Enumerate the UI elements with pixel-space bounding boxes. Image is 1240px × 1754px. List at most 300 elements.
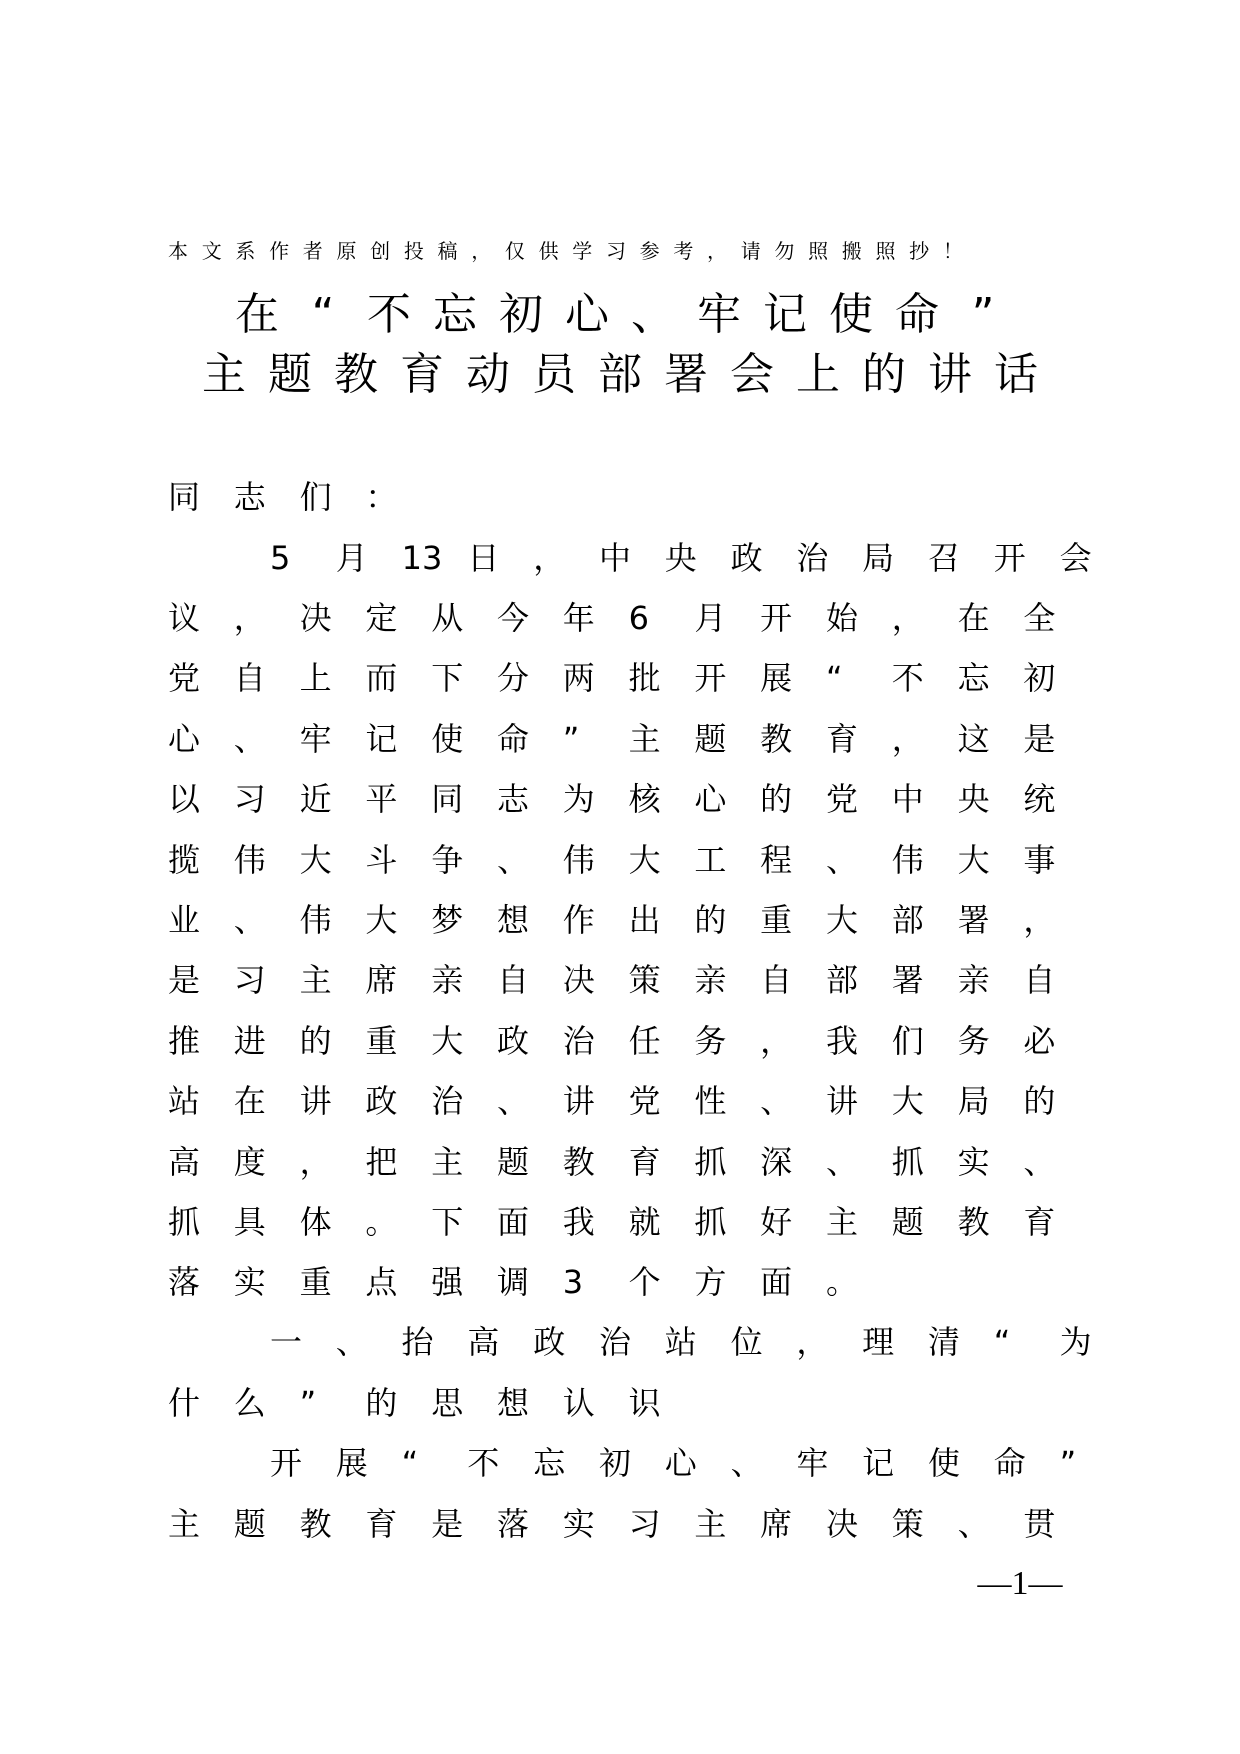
body-line	[168, 777, 1089, 821]
body-line	[168, 536, 1125, 580]
character: 的	[760, 780, 793, 818]
character: 。	[365, 1203, 398, 1241]
character: 党	[168, 659, 201, 697]
character: 请	[740, 239, 761, 263]
character: 心	[664, 1444, 697, 1482]
character: 政	[365, 1082, 398, 1120]
character: 就	[628, 1203, 661, 1241]
character: 程	[760, 841, 793, 879]
character: 题	[496, 1143, 529, 1181]
character: 们	[891, 1022, 924, 1060]
character: 梦	[431, 901, 464, 939]
character: 开	[270, 1444, 303, 1482]
character: 初	[598, 1444, 631, 1482]
character: 署	[957, 901, 990, 939]
character: “	[311, 289, 335, 340]
character: 育	[400, 349, 444, 400]
character: 决	[562, 961, 595, 999]
character: ，	[471, 239, 492, 263]
character: 题	[694, 720, 727, 758]
character: 平	[365, 780, 398, 818]
character: 教	[562, 1143, 595, 1181]
character: 教	[299, 1505, 332, 1543]
character: 决	[299, 599, 332, 637]
character: 牢	[299, 720, 332, 758]
character: 下	[431, 659, 464, 697]
character: 个	[628, 1263, 661, 1301]
character: 考	[673, 239, 694, 263]
character: 统	[1023, 780, 1056, 818]
character: ，	[707, 239, 727, 263]
character: ！	[942, 239, 963, 263]
character: 同	[168, 478, 201, 516]
character: 学	[572, 239, 593, 263]
character: 记	[763, 289, 807, 340]
character: 大	[825, 901, 858, 939]
character: 么	[233, 1384, 266, 1422]
character: 位	[730, 1323, 763, 1361]
character: 深	[760, 1143, 793, 1181]
character: 决	[825, 1505, 858, 1543]
character: 识	[628, 1384, 661, 1422]
body-line	[168, 1079, 1089, 1123]
character: 推	[168, 1022, 201, 1060]
character: 重	[365, 1022, 398, 1060]
character: 落	[496, 1505, 529, 1543]
character: 初	[499, 289, 543, 340]
character: 勿	[774, 239, 795, 263]
character: 育	[825, 720, 858, 758]
character: 题	[891, 1203, 924, 1241]
character: 亲	[957, 961, 990, 999]
character: 中	[891, 780, 924, 818]
character: 分	[496, 659, 529, 697]
character: 们	[299, 478, 332, 516]
character: 下	[431, 1203, 464, 1241]
character: 度	[233, 1143, 266, 1181]
body-line	[168, 1260, 892, 1304]
body-line	[168, 717, 1089, 761]
character: 月	[694, 599, 727, 637]
character: 自	[233, 659, 266, 697]
character: 党	[628, 1082, 661, 1120]
character: 命	[895, 289, 939, 340]
character: 、	[233, 901, 266, 939]
character: 员	[532, 349, 576, 400]
character: ，	[1023, 901, 1056, 939]
character: 一	[270, 1323, 303, 1361]
character: 抄	[909, 239, 930, 263]
character: 落	[168, 1263, 201, 1301]
character: 讲	[928, 349, 972, 400]
character: 、	[825, 841, 858, 879]
character: 牢	[697, 289, 741, 340]
character: 抓	[891, 1143, 924, 1181]
character: 亲	[694, 961, 727, 999]
character: 署	[891, 961, 924, 999]
character: 的	[862, 349, 906, 400]
character: 抬	[401, 1323, 434, 1361]
character: 志	[233, 478, 266, 516]
character: 文	[201, 239, 222, 263]
character: 事	[1023, 841, 1056, 879]
body-line	[168, 1140, 1089, 1184]
character: 中	[598, 539, 631, 577]
character: 的	[694, 901, 727, 939]
character: 揽	[168, 841, 201, 879]
character: 、	[631, 289, 675, 340]
character: 的	[299, 1022, 332, 1060]
copyright-notice	[168, 238, 977, 264]
character: 自	[760, 961, 793, 999]
character: ，	[533, 539, 566, 577]
character: 伟	[233, 841, 266, 879]
character: 争	[431, 841, 464, 879]
character: 重	[760, 901, 793, 939]
character: 站	[168, 1082, 201, 1120]
character: “	[825, 659, 843, 697]
character: 想	[496, 1384, 529, 1422]
character: 主	[168, 1505, 201, 1543]
character: 站	[664, 1323, 697, 1361]
character: 、	[496, 841, 529, 879]
character: 动	[466, 349, 510, 400]
character: 治	[796, 539, 829, 577]
character: “	[401, 1444, 419, 1482]
character: 实	[562, 1505, 595, 1543]
character: 思	[431, 1384, 464, 1422]
character: 局	[862, 539, 895, 577]
character: 在	[233, 1082, 266, 1120]
character: 点	[365, 1263, 398, 1301]
character: 5	[270, 539, 291, 577]
character: 斗	[365, 841, 398, 879]
character: 展	[335, 1444, 368, 1482]
character: 主	[202, 349, 246, 400]
character: 教	[334, 349, 378, 400]
character: 政	[533, 1323, 566, 1361]
character: 强	[431, 1263, 464, 1301]
character: 题	[268, 349, 312, 400]
character: 认	[562, 1384, 595, 1422]
body-line	[168, 596, 1089, 640]
character: 心	[168, 720, 201, 758]
character: 展	[760, 659, 793, 697]
character: 署	[664, 349, 708, 400]
character: 心	[694, 780, 727, 818]
character: 出	[628, 901, 661, 939]
character: 必	[1023, 1022, 1056, 1060]
character: 照	[875, 239, 896, 263]
character: 业	[168, 901, 201, 939]
character: 记	[862, 1444, 895, 1482]
character: 、	[825, 1143, 858, 1181]
character: ”	[299, 1384, 317, 1422]
character: 调	[496, 1263, 529, 1301]
character: 讲	[562, 1082, 595, 1120]
character: 使	[927, 1444, 960, 1482]
character: 不	[467, 1444, 500, 1482]
character: 者	[302, 239, 323, 263]
character: 高	[467, 1323, 500, 1361]
character: ，	[796, 1323, 829, 1361]
character: 大	[628, 841, 661, 879]
character: 讲	[825, 1082, 858, 1120]
character: 教	[760, 720, 793, 758]
body-line	[168, 656, 1089, 700]
page-number: —1—	[977, 1565, 1063, 1602]
character: 在	[957, 599, 990, 637]
character: 志	[496, 780, 529, 818]
character: 、	[957, 1505, 990, 1543]
character: 部	[891, 901, 924, 939]
character: ，	[233, 599, 266, 637]
character: ”	[562, 720, 580, 758]
character: ，	[299, 1143, 332, 1181]
character: 政	[730, 539, 763, 577]
character: 系	[235, 239, 256, 263]
character: 习	[605, 239, 626, 263]
body-line	[168, 958, 1089, 1002]
character: 命	[496, 720, 529, 758]
body-line	[168, 838, 1089, 882]
character: 这	[957, 720, 990, 758]
character: “	[993, 1323, 1011, 1361]
character: 实	[233, 1263, 266, 1301]
character: 始	[825, 599, 858, 637]
character: 讲	[299, 1082, 332, 1120]
character: 自	[496, 961, 529, 999]
character: 命	[993, 1444, 1026, 1482]
character: 会	[1059, 539, 1092, 577]
character: 召	[927, 539, 960, 577]
character: 仅	[504, 239, 525, 263]
body-line	[168, 475, 431, 519]
character: 务	[694, 1022, 727, 1060]
character: 具	[233, 1203, 266, 1241]
character: 为	[562, 780, 595, 818]
character: 性	[694, 1082, 727, 1120]
character: 大	[957, 841, 990, 879]
character: 近	[299, 780, 332, 818]
character: 牢	[796, 1444, 829, 1482]
character: 育	[1023, 1203, 1056, 1241]
character: ，	[760, 1022, 793, 1060]
character: 6	[628, 599, 649, 637]
character: 治	[562, 1022, 595, 1060]
character: 本	[168, 239, 188, 263]
character: 方	[694, 1263, 727, 1301]
character: 日	[467, 539, 500, 577]
character: 照	[808, 239, 829, 263]
character: 习	[628, 1505, 661, 1543]
character: 务	[957, 1022, 990, 1060]
character: 策	[891, 1505, 924, 1543]
character: 教	[957, 1203, 990, 1241]
character: 开	[694, 659, 727, 697]
character: 、	[335, 1323, 368, 1361]
character: 主	[825, 1203, 858, 1241]
character: 主	[299, 961, 332, 999]
character: 月	[335, 539, 368, 577]
character: 年	[562, 599, 595, 637]
body-line	[168, 1502, 1089, 1546]
character: 13	[401, 539, 443, 577]
character: 以	[168, 780, 201, 818]
character: 想	[496, 901, 529, 939]
body-line	[168, 1381, 694, 1425]
body-line	[168, 1320, 1125, 1364]
character: 大	[299, 841, 332, 879]
title-line-1	[0, 287, 1240, 343]
character: 忘	[957, 659, 990, 697]
character: 开	[993, 539, 1026, 577]
title-line-2	[0, 347, 1240, 403]
character: 治	[431, 1082, 464, 1120]
character: 抓	[694, 1203, 727, 1241]
character: 什	[168, 1384, 201, 1422]
character: 是	[431, 1505, 464, 1543]
character: 使	[431, 720, 464, 758]
character: 育	[628, 1143, 661, 1181]
character: 习	[233, 961, 266, 999]
character: 、	[1023, 1143, 1056, 1181]
character: 是	[1023, 720, 1056, 758]
character: 在	[235, 289, 279, 340]
character: 理	[862, 1323, 895, 1361]
body-line	[168, 1019, 1089, 1063]
character: 进	[233, 1022, 266, 1060]
character: 两	[562, 659, 595, 697]
character: 的	[365, 1384, 398, 1422]
character: 自	[1023, 961, 1056, 999]
character: 、	[730, 1444, 763, 1482]
character: 搬	[841, 239, 862, 263]
character: ”	[971, 289, 995, 340]
body-line	[168, 1200, 1089, 1244]
character: 批	[628, 659, 661, 697]
character: 亲	[431, 961, 464, 999]
character: 体	[299, 1203, 332, 1241]
character: 话	[994, 349, 1038, 400]
character: 投	[403, 239, 424, 263]
character: 全	[1023, 599, 1056, 637]
character: 开	[760, 599, 793, 637]
character: 作	[269, 239, 290, 263]
character: 好	[760, 1203, 793, 1241]
character: 治	[598, 1323, 631, 1361]
character: 局	[957, 1082, 990, 1120]
character: 大	[365, 901, 398, 939]
character: 、	[233, 720, 266, 758]
character: 主	[694, 1505, 727, 1543]
character: 供	[538, 239, 559, 263]
character: 央	[957, 780, 990, 818]
character: 部	[825, 961, 858, 999]
character: 任	[628, 1022, 661, 1060]
character: 我	[825, 1022, 858, 1060]
character: 使	[829, 289, 873, 340]
character: 初	[1023, 659, 1056, 697]
character: 面	[760, 1263, 793, 1301]
character: 原	[336, 239, 357, 263]
character: 议	[168, 599, 201, 637]
character: 伟	[562, 841, 595, 879]
character: 为	[1059, 1323, 1092, 1361]
character: 大	[891, 1082, 924, 1120]
character: 题	[233, 1505, 266, 1543]
character: 同	[431, 780, 464, 818]
character: 参	[639, 239, 660, 263]
character: 我	[562, 1203, 595, 1241]
character: 上	[299, 659, 332, 697]
character: 抓	[694, 1143, 727, 1181]
character: 工	[694, 841, 727, 879]
character: 清	[927, 1323, 960, 1361]
character: 大	[431, 1022, 464, 1060]
character: 不	[367, 289, 411, 340]
character: 稿	[437, 239, 458, 263]
character: 党	[825, 780, 858, 818]
character: 的	[1023, 1082, 1056, 1120]
character: 央	[664, 539, 697, 577]
character: 核	[628, 780, 661, 818]
character: 抓	[168, 1203, 201, 1241]
character: 从	[431, 599, 464, 637]
character: 会	[730, 349, 774, 400]
character: 席	[365, 961, 398, 999]
character: 、	[496, 1082, 529, 1120]
character: 今	[496, 599, 529, 637]
body-line	[168, 898, 1089, 942]
character: 不	[891, 659, 924, 697]
character: 贯	[1023, 1505, 1056, 1543]
character: 。	[825, 1263, 858, 1301]
character: 主	[431, 1143, 464, 1181]
character: 3	[562, 1263, 584, 1301]
character: 忘	[433, 289, 477, 340]
character: 重	[299, 1263, 332, 1301]
character: 高	[168, 1143, 201, 1181]
character: ”	[1059, 1444, 1077, 1482]
character: 作	[562, 901, 595, 939]
character: 心	[565, 289, 609, 340]
character: 上	[796, 349, 840, 400]
character: 、	[760, 1082, 793, 1120]
character: 育	[365, 1505, 398, 1543]
character: 策	[628, 961, 661, 999]
character: 部	[598, 349, 642, 400]
character: 面	[496, 1203, 529, 1241]
character: 是	[168, 961, 201, 999]
character: 习	[233, 780, 266, 818]
character: 伟	[891, 841, 924, 879]
character: ：	[365, 478, 398, 516]
character: 定	[365, 599, 398, 637]
character: 政	[496, 1022, 529, 1060]
character: 席	[760, 1505, 793, 1543]
character: 记	[365, 720, 398, 758]
character: 主	[628, 720, 661, 758]
character: 实	[957, 1143, 990, 1181]
character: 忘	[533, 1444, 566, 1482]
character: 创	[370, 239, 391, 263]
body-line	[168, 1441, 1125, 1485]
character: ，	[891, 720, 924, 758]
character: 把	[365, 1143, 398, 1181]
character: 伟	[299, 901, 332, 939]
character: 而	[365, 659, 398, 697]
